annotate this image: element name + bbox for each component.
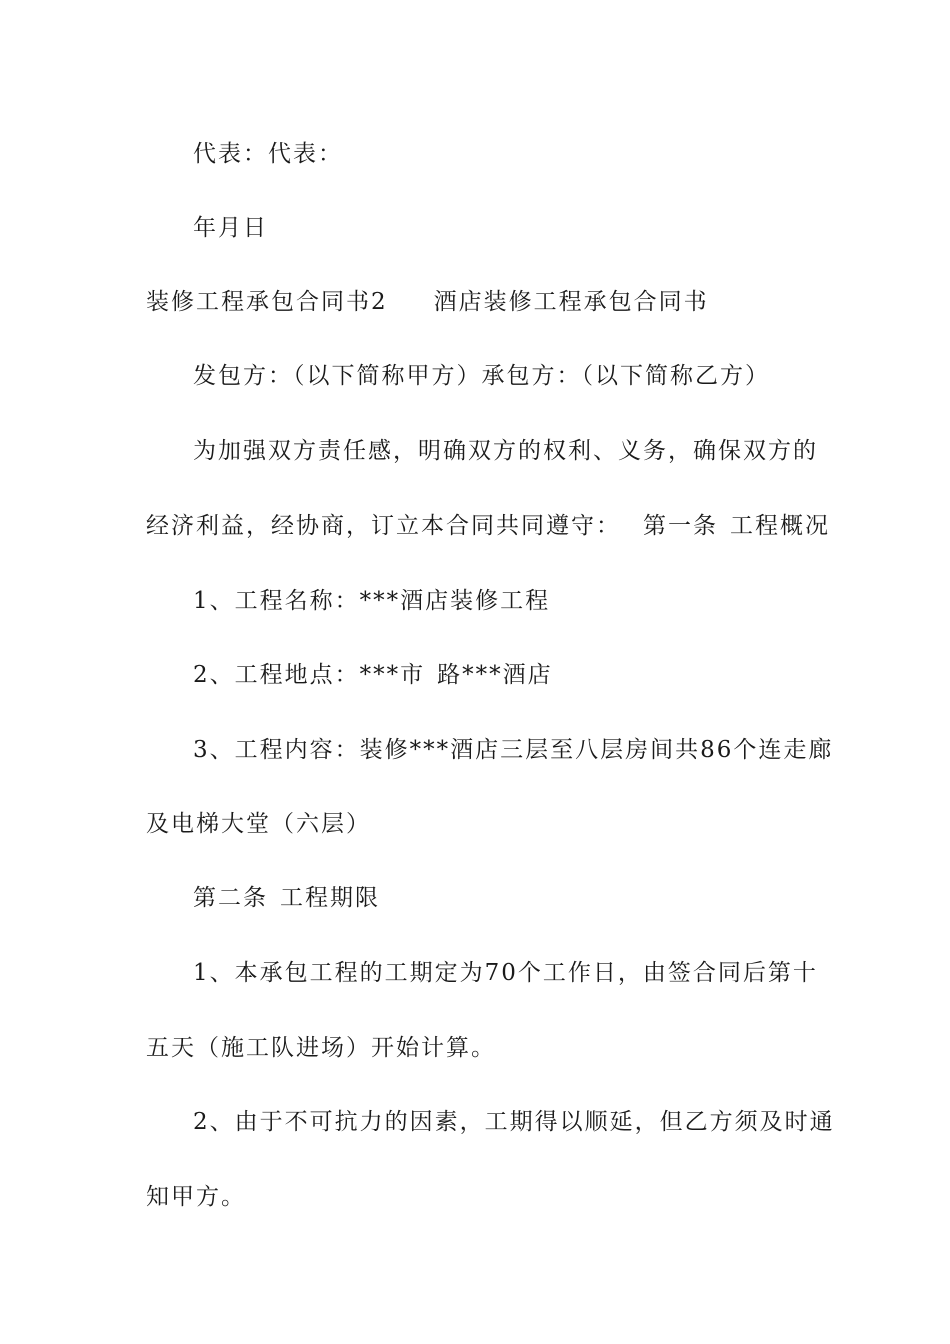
term-clause-2-line-2 (146, 1182, 246, 1212)
text: 为加强双方责任感，明确双方的权利、义务，确保双方的 (193, 438, 818, 464)
project-name-line (193, 586, 550, 616)
text: 及电梯大堂（六层） (146, 811, 371, 837)
text: 代表：代表： (193, 141, 343, 167)
article-heading: 工程期限 (280, 885, 380, 911)
article-2-heading-line (193, 883, 380, 913)
parties-line (193, 361, 770, 391)
text: 知甲方。 (146, 1184, 246, 1210)
contract-title: 酒店装修工程承包合同书 (433, 289, 709, 315)
project-content-line-1 (193, 735, 833, 765)
term-clause-2-line-1 (193, 1107, 835, 1137)
preamble-line-1 (193, 436, 818, 466)
text: 五天（施工队进场）开始计算。 (146, 1035, 496, 1061)
article-number: 第二条 (193, 885, 268, 911)
project-location-line (193, 660, 553, 690)
project-content-line-2 (146, 809, 371, 839)
text: 1、本承包工程的工期定为70个工作日，由签合同后第十 (193, 960, 818, 986)
text: 2、工程地点：***市 (193, 662, 426, 688)
section-title: 装修工程承包合同书2 (146, 289, 388, 315)
text: 经济利益，经协商，订立本合同共同遵守： (146, 513, 621, 539)
article-number: 第一条 (643, 513, 718, 539)
preamble-line-2 (146, 511, 830, 541)
text: 2、由于不可抗力的因素，工期得以顺延，但乙方须及时通 (193, 1109, 835, 1135)
text: 3、工程内容：装修***酒店三层至八层房间共86个连走廊 (193, 737, 834, 763)
text: 1、工程名称：***酒店装修工程 (193, 588, 551, 614)
text: 路***酒店 (437, 662, 553, 688)
term-clause-1-line-2 (146, 1033, 496, 1063)
article-heading: 工程概况 (730, 513, 830, 539)
text: 发包方：（以下简称甲方）承包方：（以下简称乙方） (193, 363, 770, 389)
date-line (193, 213, 268, 243)
text: 年月日 (193, 215, 268, 241)
term-clause-1-line-1 (193, 958, 818, 988)
signature-representatives-line (193, 139, 343, 169)
contract-title-line (146, 287, 709, 317)
